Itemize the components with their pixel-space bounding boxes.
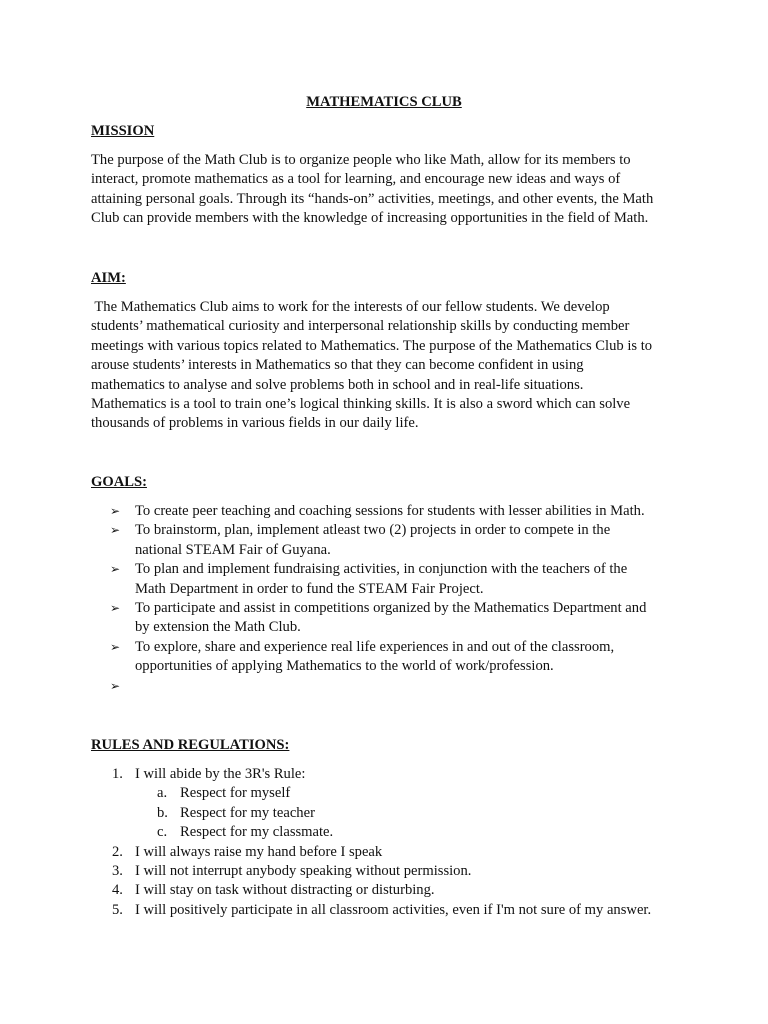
aim-heading: AIM: [91,270,126,286]
arrowhead-bullet-icon: ➢ [110,601,121,616]
arrowhead-bullet-icon: ➢ [110,504,121,518]
goal-line: To create peer teaching and coaching sessions for students with lesser abilities in Math. [135,503,645,519]
rule-subitem-letter: b. [157,804,168,821]
rule-text: I will abide by the 3R's Rule: [135,766,306,782]
mission-line: attaining personal goals. Through its “hands-on” activities, meetings, and other events, the Math [91,190,654,207]
rule-subitem-letter: a. [157,785,168,802]
goal-line: national STEAM Fair of Guyana. [135,541,331,558]
goal-line: To participate and assist in competitions organized by the Mathematics Department and [135,600,647,617]
goal-line [135,677,691,696]
aim-paragraph [91,298,691,434]
rule-text: I will always raise my hand before I speak [135,843,383,860]
mission-heading: MISSION [91,123,155,139]
page-title: MATHEMATICS CLUB [306,94,462,110]
rule-item [91,765,711,843]
goals-heading: GOALS: [91,474,147,490]
aim-line: students’ mathematical curiosity and interpersonal relationship skills by conducting member [91,318,630,335]
mission-paragraph [91,151,691,229]
rules-heading: RULES AND REGULATIONS: [91,737,290,753]
goal-item [91,560,691,599]
rule-number: 5. [112,901,123,918]
goal-item-empty [91,677,691,696]
goal-item [91,502,691,521]
mission-line: Club can provide members with the knowledge of increasing opportunities in the field of Math. [91,210,649,227]
goal-line: To plan and implement fundraising activities, in conjunction with the teachers of the [135,561,628,578]
rule-text: I will positively participate in all classroom activities, even if I'm not sure of my answer. [135,901,652,918]
aim-line: The Mathematics Club aims to work for the interests of our fellow students. We develop [91,299,610,315]
arrowhead-bullet-icon: ➢ [110,639,121,654]
rule-subitem [91,784,711,803]
rule-subitem-letter: c. [157,824,168,841]
rule-text: I will stay on task without distracting or disturbing. [135,882,435,899]
goals-list [91,502,691,696]
rule-item [91,843,711,862]
rule-subitem-text: Respect for my classmate. [180,824,334,841]
aim-line: mathematics to analyse and solve problems both in school and in real-life situations. [91,376,584,393]
rule-subitem-text: Respect for my teacher [180,804,315,821]
aim-line: thousands of problems in various fields in our daily life. [91,415,419,432]
arrowhead-bullet-icon: ➢ [110,523,121,538]
rule-item [91,862,711,881]
rule-item [91,881,711,900]
mission-line: The purpose of the Math Club is to organize people who like Math, allow for its members to [91,152,631,168]
mission-line: interact, promote mathematics as a tool for learning, and encourage new ideas and ways of [91,171,621,188]
goal-line: To explore, share and experience real life experiences in and out of the classroom, [135,638,615,655]
aim-line: arouse students’ interests in Mathematics so that they can become confident in using [91,357,584,374]
goal-line: by extension the Math Club. [135,619,301,636]
rule-text: I will not interrupt anybody speaking without permission. [135,863,472,880]
rule-subitem [91,804,711,823]
goal-item [91,599,691,638]
rule-number: 1. [112,766,123,782]
goal-item [91,521,691,560]
goal-line: To brainstorm, plan, implement atleast two (2) projects in order to compete in the [135,522,611,539]
rule-number: 4. [112,882,123,899]
goal-line: Math Department in order to fund the STEAM Fair Project. [135,580,484,597]
goal-item [91,638,691,677]
aim-line: Mathematics is a tool to train one’s logical thinking skills. It is also a sword which can solve [91,396,631,413]
rules-list [91,765,711,920]
rule-subitem [91,823,711,842]
rule-number: 2. [112,843,123,860]
rule-item [91,901,711,920]
arrowhead-bullet-icon: ➢ [110,678,121,693]
rule-number: 3. [112,863,123,880]
goal-line: opportunities of applying Mathematics to the world of work/profession. [135,658,554,675]
aim-line: meetings with various topics related to Mathematics. The purpose of the Mathematics Club is to [91,337,653,354]
arrowhead-bullet-icon: ➢ [110,562,121,577]
rule-subitem-text: Respect for myself [180,785,291,802]
